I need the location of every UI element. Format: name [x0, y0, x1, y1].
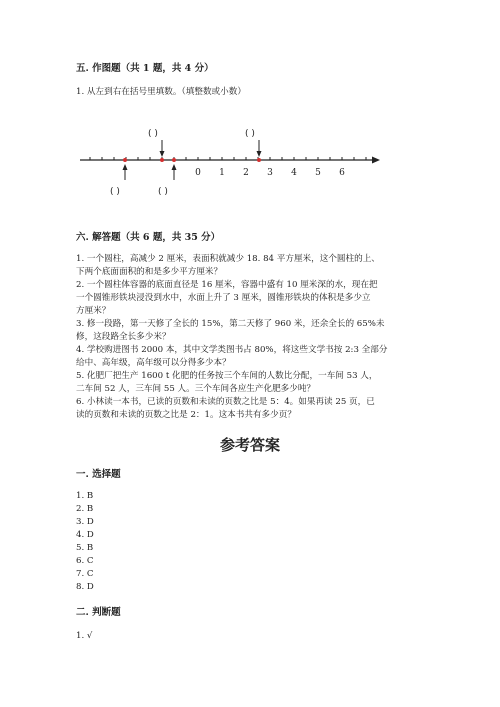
point-b: [160, 158, 164, 162]
answer-item: 5. B: [76, 543, 94, 553]
answer-item: 1. √: [76, 631, 93, 641]
number-line-arrowhead: [372, 157, 380, 164]
tick-label: 3: [267, 168, 273, 178]
down-arrow-icon: [160, 140, 165, 157]
number-line-figure: [0, 120, 500, 210]
tick-label: 1: [219, 168, 225, 178]
answer-item: 1. B: [76, 491, 94, 501]
section6-line: 3. 修一段路，第一天修了全长的 15%，第二天修了 960 米，还余全长的 65%未: [76, 319, 385, 329]
section6-line: 方厘米？: [76, 306, 111, 316]
answer-item: 8. D: [76, 582, 94, 592]
answer-blank-top-left[interactable]: ( ): [148, 129, 158, 139]
point-d: [257, 158, 261, 162]
answers-section1-title: 一. 选择题: [76, 469, 121, 480]
up-arrow-icon: [123, 164, 128, 180]
down-arrow-icon: [257, 140, 262, 157]
section5-title: 五. 作图题（共 1 题，共 4 分）: [76, 63, 214, 74]
up-arrow-icon: [172, 164, 177, 180]
answer-blank-bottom-mid[interactable]: ( ): [158, 187, 168, 197]
answer-blank-top-right[interactable]: ( ): [245, 129, 255, 139]
tick-label: 0: [195, 168, 201, 178]
answer-item: 4. D: [76, 530, 94, 540]
section6-line: 下两个底面面积的和是多少平方厘米？: [76, 267, 223, 277]
answer-item: 2. B: [76, 504, 94, 514]
tick-label: 4: [291, 168, 297, 178]
tick-label: 2: [243, 168, 249, 178]
section6-line: 5. 化肥厂把生产 1600 t 化肥的任务按三个车间的人数比分配，一车间 53 人，: [76, 371, 378, 381]
tick-label: 5: [315, 168, 321, 178]
section6-line: 二车间 52 人，三车间 55 人。三个车间各应生产化肥多少吨？: [76, 384, 316, 394]
answer-item: 6. C: [76, 556, 94, 566]
section6-title: 六. 解答题（共 6 题，共 35 分）: [76, 232, 221, 243]
section5-question-1: 1. 从左到右在括号里填数。（填整数或小数）: [76, 87, 246, 97]
point-a: [123, 158, 127, 162]
section6-line: 读的页数和未读的页数之比是 2：1。这本书共有多少页？: [76, 410, 296, 420]
section6-line: 给中、高年级，高年级可以分得多少本？: [76, 358, 231, 368]
section6-line: 1. 一个圆柱，高减少 2 厘米，表面积就减少 18. 84 平方厘米，这个圆柱的上、: [76, 254, 380, 264]
section6-line: 修，这段路全长多少米？: [76, 332, 171, 342]
section6-line: 6. 小林读一本书，已读的页数和未读的页数之比是 5：4。如果再读 25 页，已: [76, 397, 375, 407]
answers-title: 参考答案: [219, 436, 280, 454]
answer-blank-bottom-left[interactable]: ( ): [110, 187, 120, 197]
answer-item: 7. C: [76, 569, 94, 579]
section6-line: 4. 学校购进图书 2000 本，其中文学类图书占 80%，将这些文学书按 2:3 全部分: [76, 345, 388, 355]
section6-line: 2. 一个圆柱体容器的底面直径是 16 厘米，容器中盛有 10 厘米深的水，现在把: [76, 280, 378, 290]
point-c: [172, 158, 176, 162]
tick-label: 6: [339, 168, 345, 178]
answer-item: 3. D: [76, 517, 94, 527]
answers-section2-title: 二. 判断题: [76, 607, 121, 618]
section6-line: 一个圆锥形铁块浸没到水中，水面上升了 3 厘米，圆锥形铁块的体积是多少立: [76, 293, 371, 303]
